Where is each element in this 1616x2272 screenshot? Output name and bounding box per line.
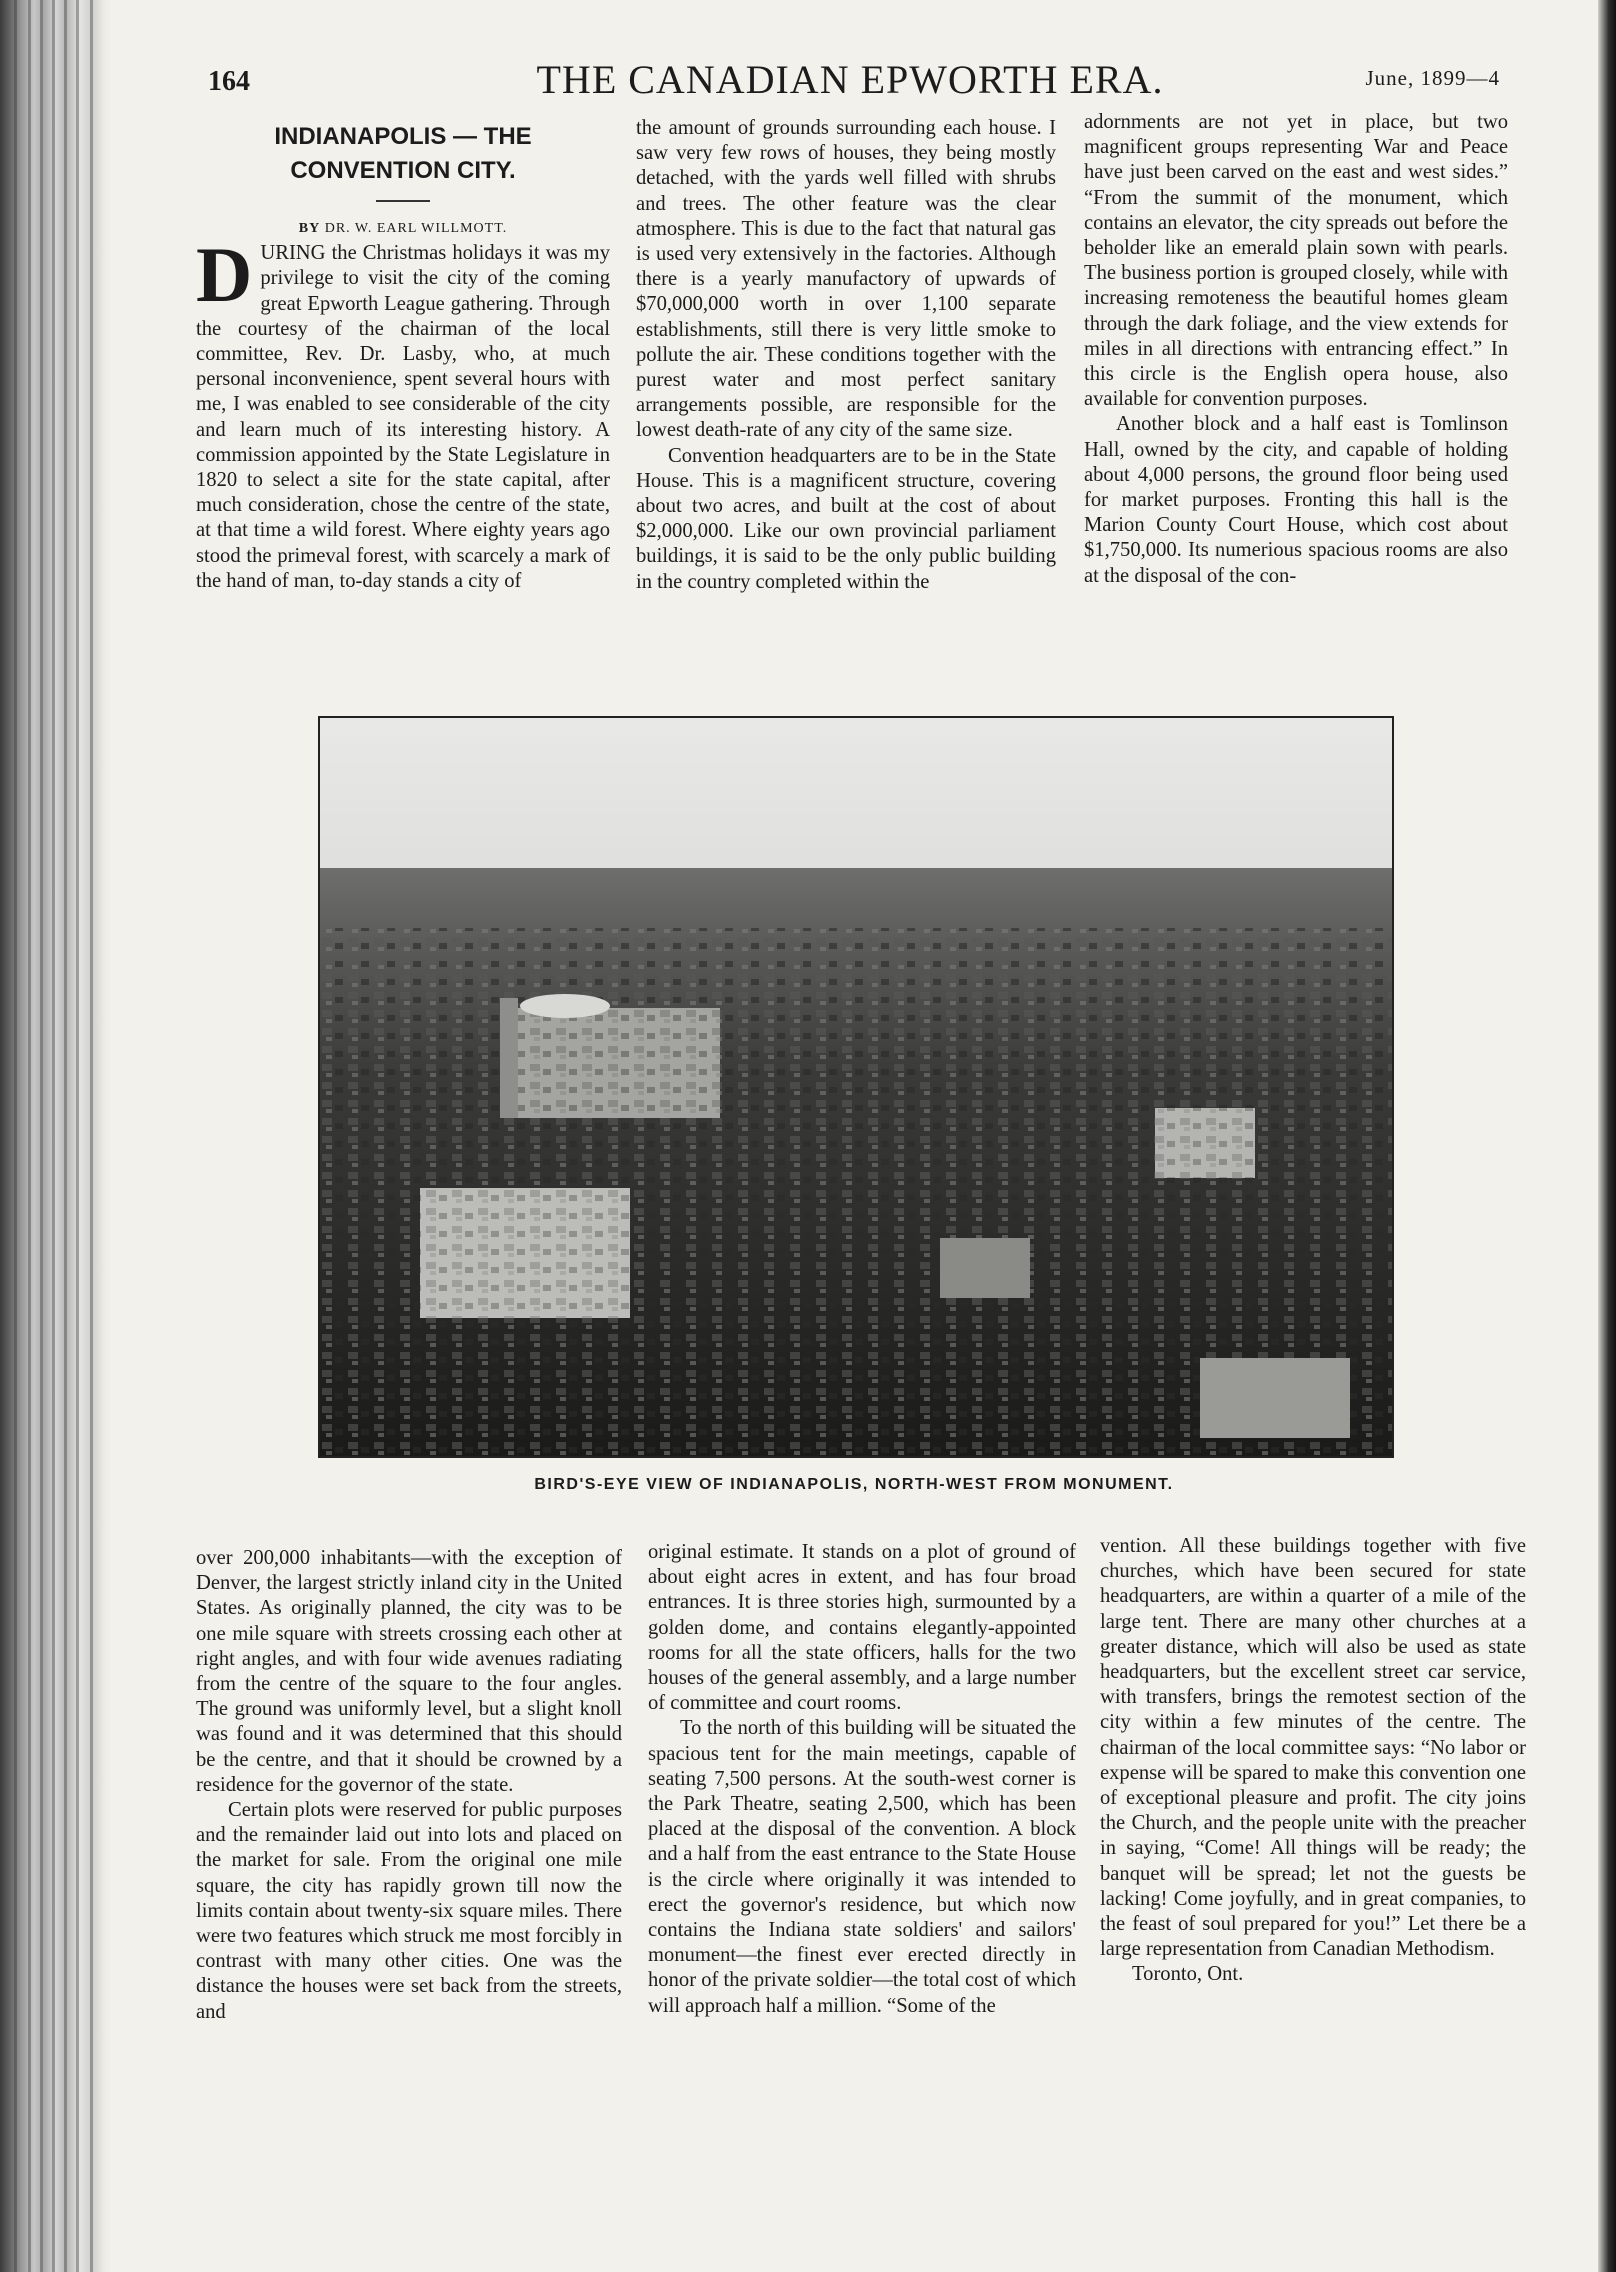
journal-title: THE CANADIAN EPWORTH ERA.	[536, 57, 1164, 102]
birdseye-photo	[318, 716, 1394, 1458]
article-title: INDIANAPOLIS — THE CONVENTION CITY.	[274, 123, 532, 184]
paragraph: vention. All these buildings together with five churches, which have been secured for state headquarters, are within a quarter of a mile of the large tent. There are many other churches at a greater distance, which will also be used as state headquarters, but the excellent street car service, with transfers, brings the remotest section of the city within a few minutes of the centre. The chairman of the local committee says: “No labor or expense will be spared to make this convention one of exceptional pleasure and profit. The city joins the Church, and the people unite with the preacher in saying, “Come! All things will be ready; the banquet will be spread; let not the guests be lacking! Come joyfully, and in great companies, to the feast of soul prepared for you!” Let there be a large representation from Canadian Methodism.	[1100, 1535, 1526, 1961]
byline-prefix: BY	[298, 221, 321, 236]
city-photo-illustration	[320, 718, 1392, 1456]
column-2	[636, 116, 1056, 595]
paragraph: over 200,000 inhabitants—with the exception of Denver, the largest strictly inland city in the United States. As originally planned, the city was to be one mile square with streets crossing each other at right angles, and with four wide avenues radiating from the centre of the square to the four angles. The ground was uniformly level, but a slight knoll was found and it was determined that this should be the centre, and that it should be crowned by a residence for the governor of the state.	[196, 1547, 622, 1796]
column-5	[648, 1540, 1076, 2019]
paragraph: Another block and a half east is Tomlinson Hall, owned by the city, and capable of holding about 4,000 persons, the ground floor being used for market purposes. Fronting this hall is the Marion County Court House, which cost about $1,750,000. Its numerious spacious rooms are also at the disposal of the con-	[1084, 413, 1508, 587]
issue-date: June, 1899—4	[1365, 66, 1500, 90]
page-header	[200, 56, 1500, 106]
page-edge	[1598, 0, 1616, 2272]
column-6	[1100, 1534, 1526, 1988]
paragraph: adornments are not yet in place, but two magnificent groups representing War and Peace have just been carved on the east and west sides.” “From the summit of the monument, which contains an elevator, the city spreads out before the beholder like an emerald plain sown with pearls. The business portion is grouped closely, while with increasing remoteness the beautiful homes gleam through the dark foliage, and the view extends for miles in all directions with entrancing effect.” In this circle is the English opera house, also available for convention purposes.	[1084, 111, 1508, 411]
title-divider	[376, 200, 430, 202]
byline	[196, 216, 610, 241]
column-1	[196, 120, 610, 594]
paragraph-text: URING the Christmas holidays it was my privilege to visit the city of the coming great Epworth League gathering. Through the courtesy of the chairman of the local committee, Rev. Dr. Lasby, who, at much personal inconvenience, spent several hours with me, I was enabled to see considerable of the city and learn much of its interesting history. A commission appointed by the State Legislature in 1820 to select a site for the state capital, after much consideration, chose the centre of the state, at that time a wild forest. Where eighty years ago stood the primeval forest, with scarcely a mark of the hand of man, to-day stands a city of	[196, 242, 610, 592]
paragraph: To the north of this building will be situated the spacious tent for the main meetings, capable of seating 7,500 persons. At the south-west corner is the Park Theatre, seating 2,500, which has been placed at the disposal of the convention. A block and a half from the east entrance to the State House is the circle where originally it was intended to erect the governor's residence, but which now contains the Indiana state soldiers' and sailors' monument—the finest ever erected directly in honor of the private soldier—the total cost of which will approach half a million. “Some of the	[648, 1717, 1076, 2017]
drop-cap: D	[196, 231, 253, 319]
figure-caption: BIRD'S-EYE VIEW OF INDIANAPOLIS, NORTH-WEST FROM MONUMENT.	[534, 1476, 1174, 1493]
column-4	[196, 1546, 622, 2025]
paragraph: Convention headquarters are to be in the State House. This is a magnificent structure, covering about two acres, and built at the cost of about $2,000,000. Like our own provincial parliament buildings, it is said to be the only public building in the country completed within the	[636, 444, 1056, 593]
paragraph	[196, 231, 610, 594]
paragraph: Certain plots were reserved for public purposes and the remainder laid out into lots and placed on the market for sale. From the original one mile square, the city has rapidly grown till now the limits contain about twenty-six square miles. There were two features which struck me most forcibly in contrast with many other cities. One was the distance the houses were set back from the streets, and	[196, 1799, 622, 2023]
column-3	[1084, 110, 1508, 589]
signoff: Toronto, Ont.	[1132, 1963, 1244, 1986]
page-number: 164	[208, 66, 250, 97]
paragraph: original estimate. It stands on a plot of ground of about eight acres in extent, and has four broad entrances. It is three stories high, surmounted by a golden dome, and contains elegantly-appointed rooms for all the state officers, halls for the two houses of the general assembly, and a large number of committee and court rooms.	[648, 1541, 1076, 1715]
book-binding	[0, 0, 112, 2272]
paragraph: the amount of grounds surrounding each house. I saw very few rows of houses, they being mostly detached, with the yards well filled with shrubs and trees. The other feature was the clear atmosphere. This is due to the fact that natural gas is used very extensively in the factories. Although there is a yearly manufactory of upwards of $70,000,000 worth in over 1,100 separate establishments, still there is very little smoke to pollute the air. These conditions together with the purest water and most perfect sanitary arrangements possible, are responsible for the lowest death-rate of any city of the same size.	[636, 117, 1056, 442]
byline-author: DR. W. EARL WILLMOTT.	[324, 221, 508, 236]
